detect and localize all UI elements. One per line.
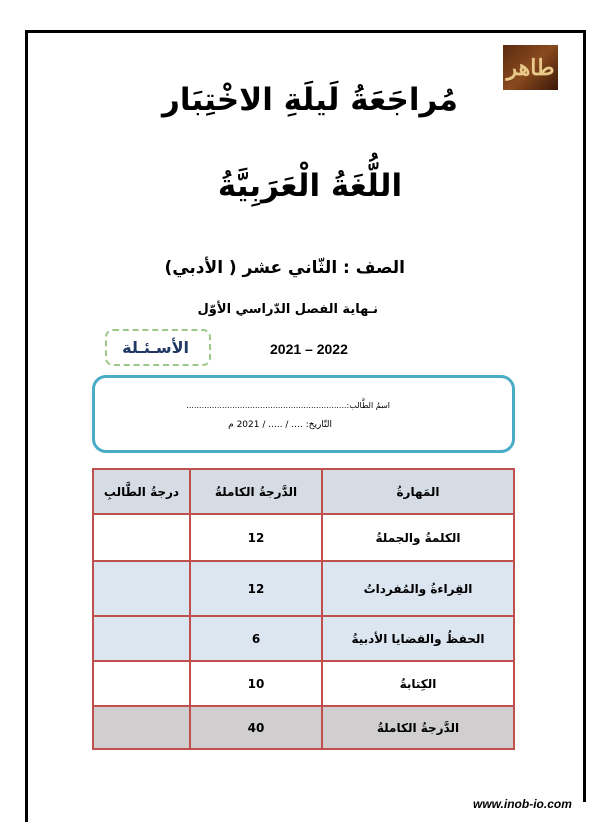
- full-mark-cell: 12: [190, 514, 322, 561]
- student-name-field[interactable]: اسمُ الطَّالب:...............................................................: [186, 401, 390, 410]
- skill-cell: الكِتابةُ: [322, 661, 514, 706]
- full-mark-cell: 10: [190, 661, 322, 706]
- page-border-left: [25, 30, 28, 822]
- grades-table: [92, 468, 515, 750]
- student-mark-cell[interactable]: [93, 514, 190, 561]
- header-skill: المَهارةُ: [322, 469, 514, 514]
- table-header: [93, 469, 514, 514]
- footer-website: www.inob-io.com: [473, 797, 572, 811]
- table-row: [93, 661, 514, 706]
- subject-title: اللُّغَةُ الْعَرَبِيَّةُ: [217, 168, 403, 204]
- skill-cell: الدَّرجةُ الكاملةُ: [322, 706, 514, 749]
- student-mark-cell[interactable]: [93, 616, 190, 661]
- full-mark-cell: 40: [190, 706, 322, 749]
- page-border-top: [25, 30, 586, 33]
- student-mark-cell[interactable]: [93, 561, 190, 616]
- student-mark-cell[interactable]: [93, 706, 190, 749]
- page-border-right: [583, 30, 586, 802]
- full-mark-cell: 12: [190, 561, 322, 616]
- skill-cell: القِراءةُ والمُفرداتُ: [322, 561, 514, 616]
- page-title: مُراجَعَةُ لَيلَةِ الاخْتِبَار: [162, 82, 458, 118]
- table-row: [93, 561, 514, 616]
- student-info-box: [92, 375, 515, 453]
- table-row-total: [93, 706, 514, 749]
- skill-cell: الحفظُ والقضايا الأدبيةُ: [322, 616, 514, 661]
- semester-line: نـهاية الفصل الدّراسي الأوّل: [197, 302, 378, 317]
- logo-text: طاهر: [506, 54, 555, 81]
- table-row: [93, 514, 514, 561]
- table-row: [93, 616, 514, 661]
- date-field[interactable]: التّاريخ: .... / ..... / 2021 م: [228, 420, 332, 430]
- class-line: الصف : الثّاني عشر ( الأدبي): [164, 258, 405, 278]
- full-mark-cell: 6: [190, 616, 322, 661]
- school-year: 2021 – 2022: [270, 341, 348, 357]
- skill-cell: الكلمةُ والجملةُ: [322, 514, 514, 561]
- header-student-mark: درجةُ الطَّالبِ: [93, 469, 190, 514]
- questions-badge: [105, 329, 211, 366]
- questions-label: الأسـئـلة: [122, 338, 189, 357]
- header-full-mark: الدَّرجةُ الكاملةُ: [190, 469, 322, 514]
- student-mark-cell[interactable]: [93, 661, 190, 706]
